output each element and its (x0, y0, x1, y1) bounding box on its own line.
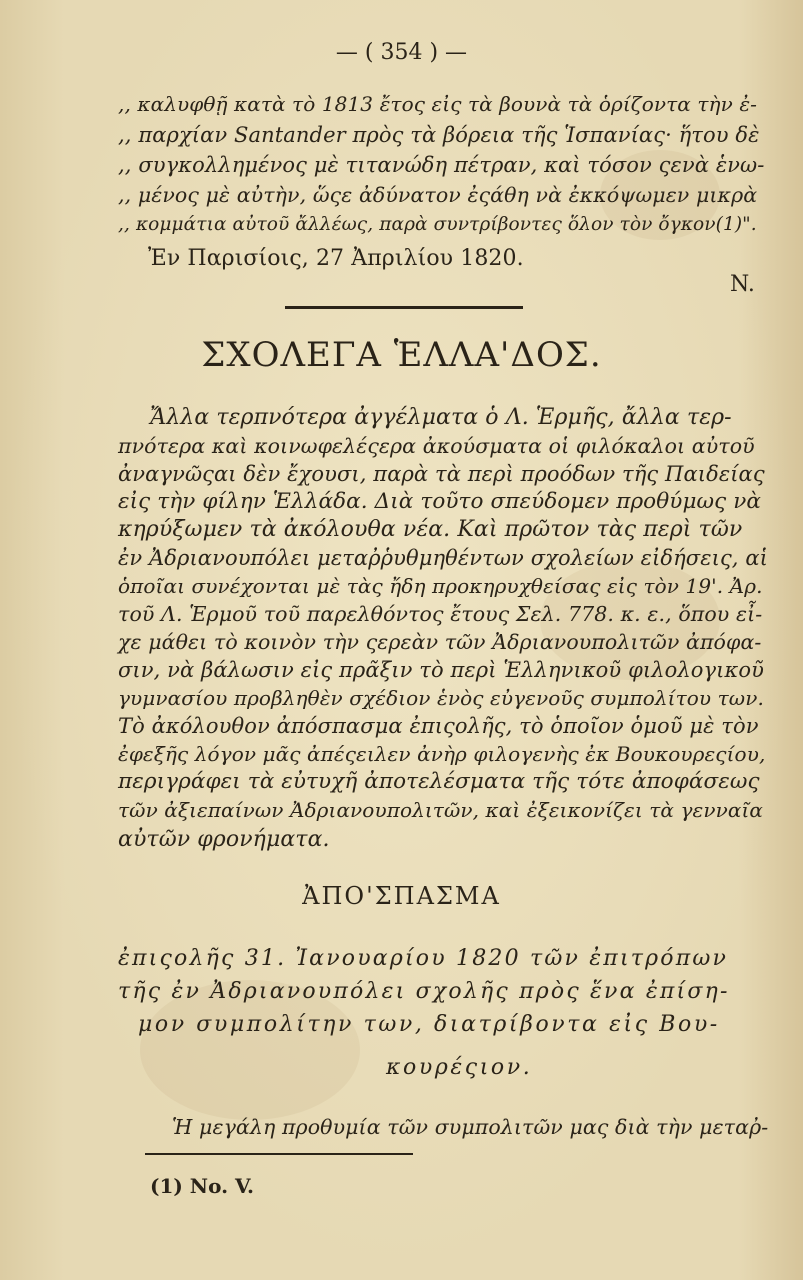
body-line: γυμνασίου προβληθὲν σχέδιον ἑνὸς εὐγενοῦς συμπολίτου των. (118, 686, 764, 710)
letter-line: μον συμπολίτην των, διατρίβοντα εἰς Βου- (138, 1012, 720, 1037)
body-line: σιν, νὰ βάλωσιν εἰς πρᾶξιν τὸ περὶ Ἑλληνικοῦ φιλολογικοῦ (118, 658, 764, 682)
letter-line: ἐπιςολῆς 31. Ἰανουαρίου 1820 τῶν ἐπιτρόπων (118, 946, 729, 971)
quote-line: ,, κομμάτια αὐτοῦ ἄλλέως, παρὰ συντρίβοντες ὅλον τὸν ὄγκον(1)". (118, 214, 757, 235)
body-line: ἐν Ἀδριανουπόλει μεταῤῥυθμηθέντων σχολείων εἰδήσεις, αἱ (118, 546, 768, 570)
body-line: τῶν ἀξιεπαίνων Ἀδριανουπολιτῶν, καὶ ἐξεικονίζει τὰ γενναῖα (118, 798, 764, 822)
body-line: ὁποῖαι συνέχονται μὲ τὰς ἤδη προκηρυχθείσας εἰς τὸν 19'. Ἀρ. (118, 574, 763, 598)
body-line: ἀναγνῶςαι δὲν ἔχουσι, παρὰ τὰ περὶ προόδων τῆς Παιδείας (118, 462, 765, 486)
separator-rule (285, 306, 523, 309)
body-line: αὐτῶν φρονήματα. (118, 827, 330, 852)
body-line: Τὸ ἀκόλουθον ἀπόσπασμα ἐπιςολῆς, τὸ ὁποῖον ὁμοῦ μὲ τὸν (118, 714, 759, 738)
section-title: ΣΧΟΛΕΓΑ ἙΛΛΑ'ΔΟΣ. (201, 335, 602, 375)
quote-line: ,, παρχίαν Santander πρὸς τὰ βόρεια τῆς Ἱσπανίας· ἥτου δὲ (118, 123, 760, 147)
quote-line: ,, καλυφθῇ κατὰ τὸ 1813 ἔτος εἰς τὰ βουνὰ τὰ ὁρίζοντα τὴν ἐ- (118, 92, 758, 116)
quote-line: ,, μένος μὲ αὐτὴν, ὥςε ἀδύνατον ἐςάθη νὰ ἐκκόψωμεν μικρὰ (118, 183, 758, 207)
body-line: περιγράφει τὰ εὐτυχῆ ἀποτελέσματα τῆς τότε ἀποφάσεως (118, 769, 760, 794)
signature: N. (730, 272, 755, 297)
body-line: Ἄλλα τερπνότερα ἀγγέλματα ὁ Λ. Ἑρμῆς, ἄλλα τερ- (150, 405, 732, 430)
letter-line: κουρέςιον. (386, 1055, 533, 1080)
body-line: τοῦ Λ. Ἑρμοῦ τοῦ παρελθόντος ἔτους Σελ. 778. κ. ε., ὅπου εἶ- (118, 602, 763, 626)
footnote: (1) No. V. (150, 1174, 254, 1198)
last-body-line: Ἡ μεγάλη προθυμία τῶν συμπολιτῶν μας διὰ τὴν μεταῤ- (172, 1115, 769, 1139)
body-line: πνότερα καὶ κοινωφελέςερα ἀκούσματα οἱ φιλόκαλοι αὐτοῦ (118, 434, 755, 458)
letter-line: τῆς ἐν Ἀδριανουπόλει σχολῆς πρὸς ἕνα ἐπίση- (118, 979, 730, 1004)
dateline: Ἐν Παρισίοις, 27 Ἀπριλίου 1820. (148, 246, 524, 271)
footnote-rule (145, 1153, 413, 1155)
body-line: χε μάθει τὸ κοινὸν τὴν ςερεὰν τῶν Ἀδριανουπολιτῶν ἀπόφα- (118, 630, 762, 654)
body-line: κηρύξωμεν τὰ ἀκόλουθα νέα. Καὶ πρῶτον τὰς περὶ τῶν (118, 517, 743, 542)
body-line: ἐφεξῆς λόγον μᾶς ἀπέςειλεν ἀνὴρ φιλογενὴς ἐκ Βουκουρεςίου, (118, 742, 766, 766)
page-number: — ( 354 ) — (335, 40, 468, 65)
body-line: εἰς τὴν φίλην Ἑλλάδα. Διὰ τοῦτο σπεύδομεν προθύμως νὰ (118, 489, 762, 514)
subtitle: ἈΠΟ'ΣΠΑΣΜΑ (302, 882, 501, 910)
quote-line: ,, συγκολλημένος μὲ τιτανώδη πέτραν, καὶ τόσον ςενὰ ἑνω- (118, 153, 765, 177)
